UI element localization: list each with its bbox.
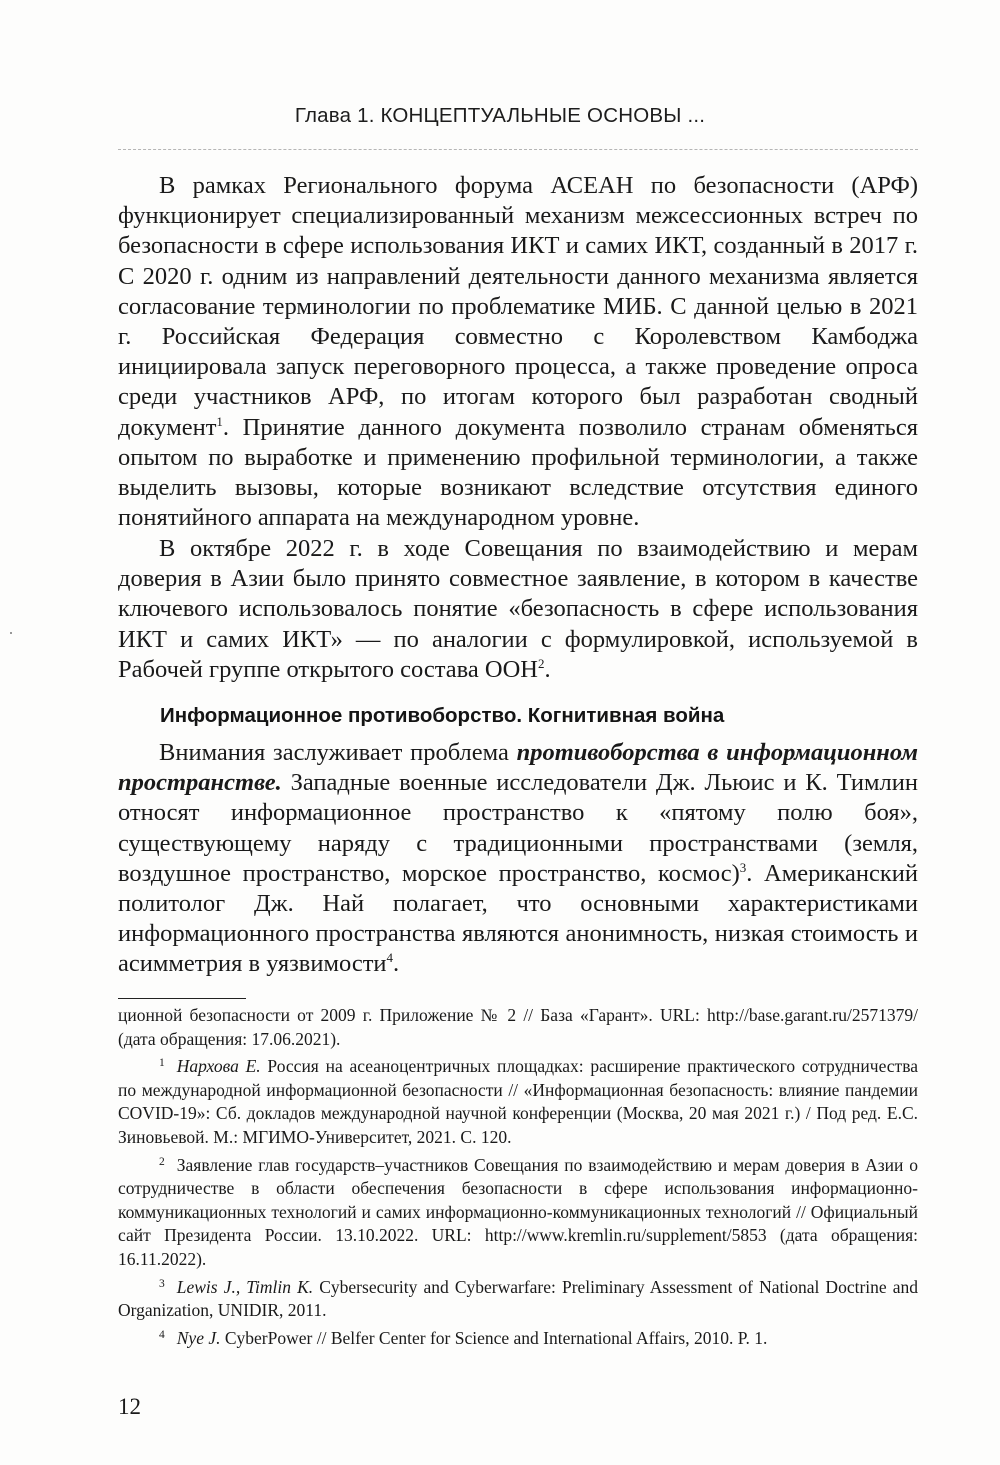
- footnote-1-number: 1: [159, 1057, 165, 1070]
- footnote-4-text: CyberPower // Belfer Center for Science and International Affairs, 2010. P. 1.: [220, 1327, 768, 1348]
- footnote-3-text: Cybersecurity and Cyberwarfare: Preliminary Assessment of National Doctrine and Organization, UNIDIR, 2011.: [118, 1276, 918, 1321]
- paragraph-3-tail: .: [393, 950, 400, 978]
- paragraph-1-tail: . Принятие данного документа позволило странам обменяться опытом по выработке и применению профильной терминологии, а также выделить вызовы, которые возникают вследствие отсутствия единого понятийного аппарата на международном уровне.: [118, 413, 918, 532]
- footnotes: [118, 1004, 918, 1354]
- paragraph-3-emphasis: противоборства в информационном пространстве.: [118, 739, 918, 797]
- paragraph-1-text: В рамках Регионального форума АСЕАН по безопасности (АРФ) функционирует специализированный механизм межсессионных встреч по безопасности в сфере использования ИКТ и самих ИКТ, созданный в 2017 г. С 2020 г. одним из направлений деятельности данного механизма является согласование терминологии по проблематике МИБ. С данной целью в 2021 г. Российская Федерация совместно с Королевством Камбоджа инициировала запуск переговорного процесса, а также проведение опроса среди участников АРФ, по итогам которого был разработан сводный документ: [118, 172, 918, 441]
- running-head: Глава 1. КОНЦЕПТУАЛЬНЫЕ ОСНОВЫ ...: [294, 104, 706, 127]
- footnote-1-text: Россия на асеаноцентричных площадках: расширение практического сотрудничества по международной информационной безопасности // «Информационная безопасность: влияние пандемии COVID-19»: Сб. докладов международной научной конференции (Москва, 20 мая 2021 г.) / Под ред. Е.С. Зиновьевой. М.: МГИМО-Университет, 2021. С. 120.: [118, 1056, 918, 1147]
- footnote-ref-4[interactable]: 4: [386, 950, 394, 966]
- footnote-ref-1[interactable]: 1: [216, 413, 223, 429]
- footnote-divider: [118, 998, 246, 999]
- footnote-continuation: ционной безопасности от 2009 г. Приложение № 2 // База «Гарант». URL: http://base.garant.ru/2571379/ (дата обращения: 17.06.2021).: [118, 1005, 918, 1049]
- footnote-2-text: Заявление глав государств–участников Совещания по взаимодействию и мерам доверия в Азии о сотрудничестве в области обеспечения безопасности в сфере использования информационно-коммуникационных технологий и самих информационно-коммуникационных технологий // Официальный сайт Президента России. 13.10.2022. URL: http://www.kremlin.ru/supplement/5853 (дата обращения: 16.11.2022).: [118, 1154, 918, 1269]
- footnote-3: [118, 1276, 918, 1323]
- footnote-ref-3[interactable]: 3: [739, 859, 747, 875]
- header-divider: [118, 149, 918, 150]
- body-paragraph-3: [118, 738, 918, 980]
- paragraph-3-text-a: Внимания заслуживает проблема: [159, 739, 517, 766]
- footnote-3-author: Lewis J., Timlin K.: [176, 1276, 314, 1297]
- body-paragraph-1: [118, 171, 918, 533]
- body-paragraph-2: [118, 534, 918, 685]
- paragraph-2-tail: .: [544, 655, 551, 683]
- footnote-2-number: 2: [159, 1155, 165, 1168]
- footnote-1-author: Нархова Е.: [176, 1056, 261, 1077]
- footnote-2: [118, 1154, 918, 1272]
- paragraph-2-text: В октябре 2022 г. в ходе Совещания по взаимодействию и мерам доверия в Азии было принято совместное заявление, в котором в качестве ключевого использовалось понятие «безопасность в сфере использования ИКТ и самих ИКТ» — по аналогии с формулировкой, используемой в Рабочей группе открытого состава ООН: [118, 535, 918, 683]
- footnote-ref-2[interactable]: 2: [537, 655, 545, 671]
- scan-speck: [10, 632, 12, 634]
- footnote-3-number: 3: [159, 1277, 165, 1290]
- section-heading: Информационное противоборство. Когнитивная война: [160, 704, 725, 727]
- paragraph-3-text-c: . Американский политолог Дж. Най полагает, что основными характеристиками информационного пространства являются анонимность, низкая стоимость и асимметрия в уязвимости: [118, 859, 918, 978]
- page-number: 12: [118, 1394, 141, 1419]
- footnote-4-author: Nye J.: [176, 1327, 221, 1348]
- footnote-1: [118, 1055, 918, 1149]
- footnote-4-number: 4: [159, 1328, 165, 1341]
- paragraph-3-text-b: Западные военные исследователи Дж. Льюис и К. Тимлин относят информационное пространство к «пятому полю боя», существующему наряду с традиционными пространствами (земля, воздушное пространство, морское пространство, космос): [118, 769, 918, 887]
- footnote-4: [118, 1327, 918, 1351]
